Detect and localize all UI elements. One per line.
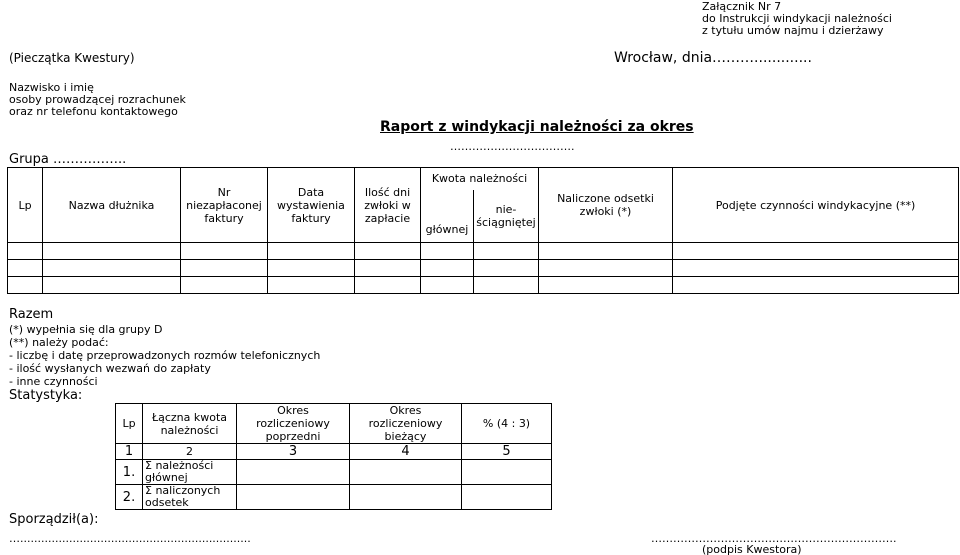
col-issue-date: Data wystawienia faktury bbox=[268, 168, 355, 243]
stats-row-lp: 1. bbox=[116, 460, 143, 485]
footnote-3: - liczbę i datę przeprowadzonych rozmów telefonicznych bbox=[9, 349, 321, 362]
stats-row-label: Σ należności głównej bbox=[143, 460, 237, 485]
bursar-signature-label: (podpis Kwestora) bbox=[702, 543, 802, 555]
col-amount: Kwota należności bbox=[421, 168, 539, 190]
person-line-1: Nazwisko i imię bbox=[9, 81, 94, 94]
stamp-label: (Pieczątka Kwestury) bbox=[9, 51, 135, 65]
person-line-3: oraz nr telefonu kontaktowego bbox=[9, 105, 178, 118]
col-actions: Podjęte czynności windykacyjne (**) bbox=[673, 168, 959, 243]
bursar-signature-line: …………………………………………………………. bbox=[651, 532, 897, 545]
table-row bbox=[8, 277, 959, 294]
col-lp: Lp bbox=[8, 168, 43, 243]
stats-num-4: 4 bbox=[350, 444, 462, 460]
col-interest: Naliczone odsetki zwłoki (*) bbox=[539, 168, 673, 243]
table-row bbox=[8, 260, 959, 277]
col-amount-main: głównej bbox=[421, 190, 474, 243]
stats-col-lp: Lp bbox=[116, 404, 143, 444]
report-title: Raport z windykacji należności za okres bbox=[380, 119, 694, 135]
person-line-2: osoby prowadzącej rozrachunek bbox=[9, 93, 186, 106]
annex-line-1: Załącznik Nr 7 bbox=[702, 0, 782, 13]
period-dots: ……………………………. bbox=[450, 140, 575, 153]
prepared-by-label: Sporządził(a): bbox=[9, 512, 99, 527]
col-debtor-name: Nazwa dłużnika bbox=[43, 168, 181, 243]
annex-note bbox=[702, 1, 892, 37]
stats-row-label: Σ naliczonych odsetek bbox=[143, 485, 237, 510]
stats-row-lp: 2. bbox=[116, 485, 143, 510]
stats-col-curr: Okres rozliczeniowy bieżący bbox=[350, 404, 462, 444]
footnote-5: - inne czynności bbox=[9, 375, 98, 388]
stats-col-total: Łączna kwota należności bbox=[143, 404, 237, 444]
stats-num-5: 5 bbox=[462, 444, 552, 460]
debtors-table bbox=[7, 167, 959, 294]
group-label: Grupa …………….. bbox=[9, 152, 127, 167]
stats-num-1: 1 bbox=[116, 444, 143, 460]
col-invoice-no: Nr niezapłaconej faktury bbox=[181, 168, 268, 243]
table-row bbox=[116, 485, 552, 510]
table-row bbox=[116, 460, 552, 485]
place-date: Wrocław, dnia………............. bbox=[614, 50, 812, 66]
annex-line-2: do Instrukcji windykacji należności bbox=[702, 12, 892, 25]
col-amount-uncollected: nie-ściągniętej bbox=[474, 190, 539, 243]
stats-col-pct: % (4 : 3) bbox=[462, 404, 552, 444]
footnotes bbox=[9, 323, 320, 388]
person-label bbox=[9, 82, 186, 118]
stats-num-3: 3 bbox=[237, 444, 350, 460]
table-row bbox=[8, 243, 959, 260]
col-days-late: Ilość dni zwłoki w zapłacie bbox=[355, 168, 421, 243]
total-label: Razem bbox=[9, 307, 54, 322]
stats-num-2: 2 bbox=[143, 444, 237, 460]
statistics-label: Statystyka: bbox=[9, 388, 83, 403]
footnote-4: - ilość wysłanych wezwań do zapłaty bbox=[9, 362, 211, 375]
footnote-2: (**) należy podać: bbox=[9, 336, 109, 349]
annex-line-3: z tytułu umów najmu i dzierżawy bbox=[702, 24, 884, 37]
footnote-1: (*) wypełnia się dla grupy D bbox=[9, 323, 163, 336]
preparer-signature-line: ….................................................................. bbox=[9, 532, 251, 545]
statistics-table bbox=[115, 403, 552, 510]
stats-col-prev: Okres rozliczeniowy poprzedni bbox=[237, 404, 350, 444]
